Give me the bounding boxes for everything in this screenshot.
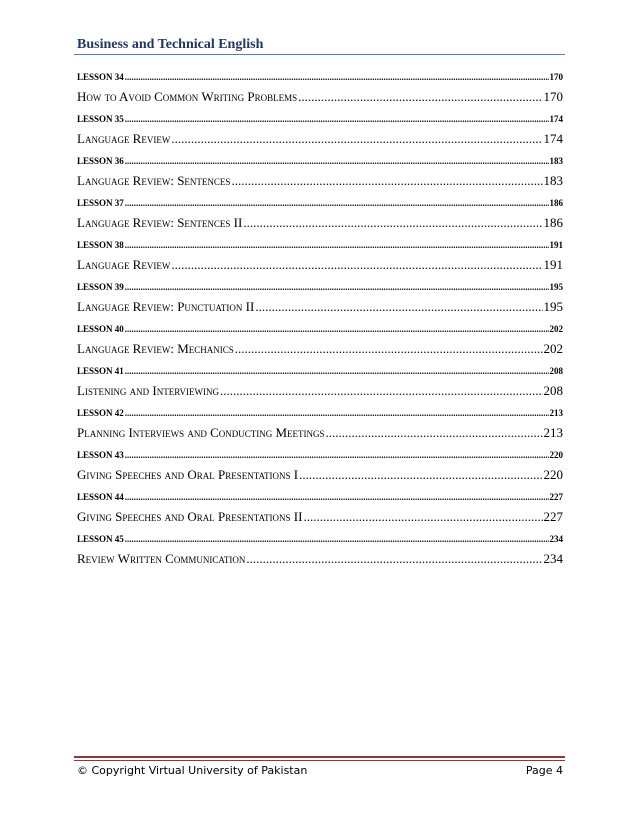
toc-topic-page: 174: [543, 131, 563, 146]
toc-dot-leader: [255, 299, 542, 315]
toc-topic-row[interactable]: [77, 299, 563, 324]
toc-lesson-row[interactable]: [77, 492, 563, 509]
toc-dot-leader: [220, 383, 542, 399]
toc-lesson-label: LESSON 44: [77, 492, 124, 502]
toc-dot-leader: [125, 72, 549, 82]
footer-copyright: © Copyright Virtual University of Pakistan: [77, 764, 308, 777]
toc-topic-row[interactable]: [77, 215, 563, 240]
toc-lesson-row[interactable]: [77, 198, 563, 215]
toc-dot-leader: [299, 467, 542, 483]
toc-lesson-page: 191: [549, 240, 563, 250]
header-divider: [74, 54, 565, 55]
toc-lesson-row[interactable]: [77, 72, 563, 89]
toc-topic-page: 186: [543, 215, 563, 230]
toc-topic-row[interactable]: [77, 173, 563, 198]
footer-divider-thick: [74, 756, 565, 758]
toc-dot-leader: [171, 131, 542, 147]
toc-dot-leader: [125, 492, 549, 502]
toc-topic-title: Language Review: Mechanics: [77, 341, 234, 356]
toc-lesson-page: 213: [549, 408, 563, 418]
toc-dot-leader: [125, 366, 549, 376]
toc-lesson-label: LESSON 36: [77, 156, 124, 166]
toc-topic-row[interactable]: [77, 425, 563, 450]
toc-topic-page: 191: [543, 257, 563, 272]
toc-lesson-page: 195: [549, 282, 563, 292]
toc-lesson-row[interactable]: [77, 282, 563, 299]
toc-topic-row[interactable]: [77, 89, 563, 114]
toc-topic-page: 220: [543, 467, 563, 482]
toc-topic-title: How to Avoid Common Writing Problems: [77, 89, 298, 104]
toc-lesson-row[interactable]: [77, 408, 563, 425]
toc-lesson-row[interactable]: [77, 324, 563, 341]
toc-topic-page: 213: [543, 425, 563, 440]
toc-dot-leader: [125, 198, 549, 208]
footer-page-number: Page 4: [525, 764, 563, 777]
toc-topic-page: 202: [543, 341, 563, 356]
toc-dot-leader: [125, 324, 549, 334]
toc-lesson-label: LESSON 42: [77, 408, 124, 418]
toc-lesson-row[interactable]: [77, 240, 563, 257]
toc-dot-leader: [125, 114, 549, 124]
toc-topic-title: Language Review: Sentences: [77, 173, 231, 188]
toc-lesson-row[interactable]: [77, 366, 563, 383]
toc-lesson-row[interactable]: [77, 156, 563, 173]
toc-lesson-page: 174: [549, 114, 563, 124]
toc-dot-leader: [171, 257, 542, 273]
toc-topic-title: Review Written Communication: [77, 551, 246, 566]
toc-topic-row[interactable]: [77, 341, 563, 366]
table-of-contents: [77, 72, 563, 576]
toc-lesson-row[interactable]: [77, 114, 563, 131]
toc-dot-leader: [231, 173, 542, 189]
toc-lesson-page: 220: [549, 450, 563, 460]
toc-lesson-page: 170: [549, 72, 563, 82]
document-header-title: Business and Technical English: [77, 37, 264, 52]
toc-dot-leader: [298, 89, 542, 105]
toc-topic-page: 234: [543, 551, 563, 566]
toc-lesson-label: LESSON 39: [77, 282, 124, 292]
toc-topic-row[interactable]: [77, 383, 563, 408]
toc-lesson-label: LESSON 37: [77, 198, 124, 208]
toc-topic-title: Language Review: Punctuation II: [77, 299, 255, 314]
toc-topic-title: Giving Speeches and Oral Presentations I: [77, 467, 299, 482]
toc-dot-leader: [125, 408, 549, 418]
toc-topic-title: Giving Speeches and Oral Presentations II: [77, 509, 303, 524]
toc-lesson-page: 186: [549, 198, 563, 208]
toc-topic-page: 227: [543, 509, 563, 524]
toc-topic-title: Listening and Interviewing: [77, 383, 220, 398]
toc-dot-leader: [246, 551, 542, 567]
toc-dot-leader: [326, 425, 543, 441]
toc-dot-leader: [125, 282, 549, 292]
toc-topic-page: 170: [543, 89, 563, 104]
toc-lesson-page: 234: [549, 534, 563, 544]
toc-lesson-row[interactable]: [77, 534, 563, 551]
toc-topic-title: Planning Interviews and Conducting Meetings: [77, 425, 325, 440]
toc-topic-row[interactable]: [77, 509, 563, 534]
toc-topic-title: Language Review: [77, 131, 171, 146]
toc-dot-leader: [125, 534, 549, 544]
toc-lesson-label: LESSON 34: [77, 72, 124, 82]
toc-lesson-label: LESSON 43: [77, 450, 124, 460]
toc-topic-page: 208: [543, 383, 563, 398]
toc-topic-title: Language Review: Sentences II: [77, 215, 243, 230]
toc-lesson-row[interactable]: [77, 450, 563, 467]
toc-lesson-page: 202: [549, 324, 563, 334]
toc-lesson-label: LESSON 45: [77, 534, 124, 544]
toc-lesson-page: 227: [549, 492, 563, 502]
toc-dot-leader: [303, 509, 542, 525]
toc-dot-leader: [235, 341, 543, 357]
toc-topic-row[interactable]: [77, 467, 563, 492]
toc-topic-row[interactable]: [77, 257, 563, 282]
footer-divider-thin: [74, 760, 565, 761]
toc-dot-leader: [243, 215, 542, 231]
toc-lesson-label: LESSON 41: [77, 366, 124, 376]
toc-lesson-label: LESSON 35: [77, 114, 124, 124]
toc-lesson-label: LESSON 38: [77, 240, 124, 250]
toc-topic-row[interactable]: [77, 551, 563, 576]
toc-dot-leader: [125, 450, 549, 460]
toc-lesson-label: LESSON 40: [77, 324, 124, 334]
toc-lesson-page: 208: [549, 366, 563, 376]
toc-topic-page: 195: [543, 299, 563, 314]
toc-lesson-page: 183: [549, 156, 563, 166]
toc-topic-page: 183: [543, 173, 563, 188]
toc-topic-row[interactable]: [77, 131, 563, 156]
toc-dot-leader: [125, 240, 549, 250]
toc-topic-title: Language Review: [77, 257, 171, 272]
toc-dot-leader: [125, 156, 549, 166]
